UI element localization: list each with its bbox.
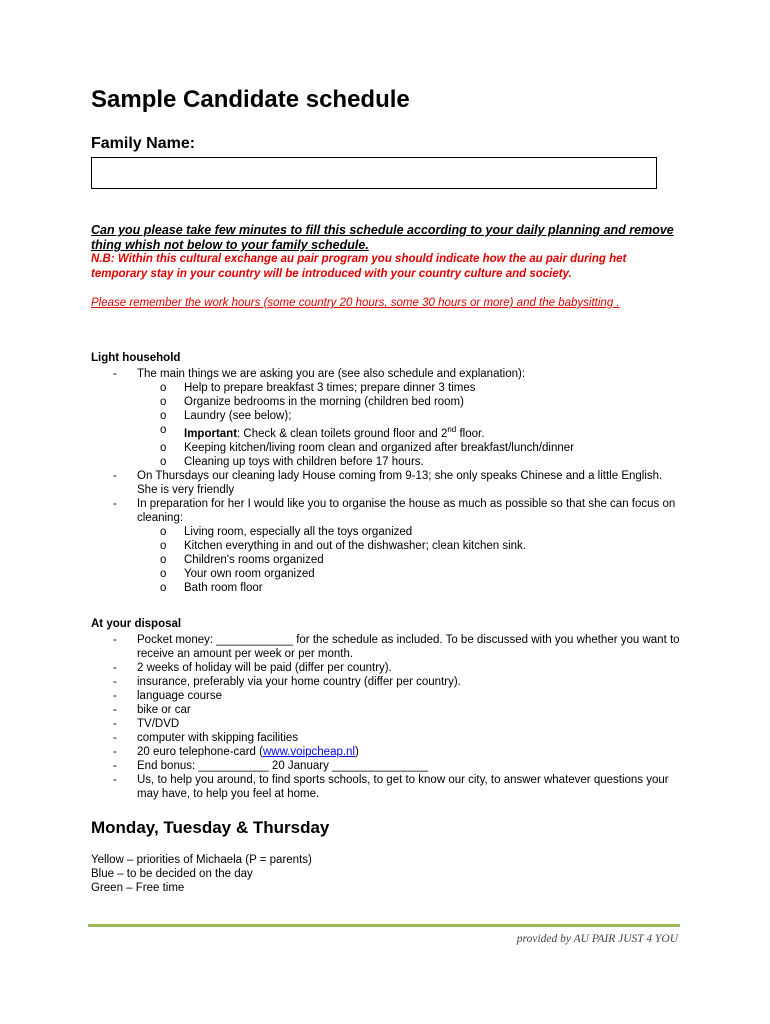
- list-item: - language course: [113, 690, 223, 702]
- sub-list-item: o Your own room organized: [160, 567, 315, 580]
- disposal-title: At your disposal: [91, 618, 182, 630]
- list-item: - 2 weeks of holiday will be paid (differ per country).: [113, 662, 392, 674]
- list-item-text: 20 euro telephone-card (: [137, 746, 263, 758]
- list-item: - TV/DVD: [113, 718, 180, 730]
- schedule-title: Monday, Tuesday & Thursday: [91, 818, 330, 837]
- legend-blue: Blue – to be decided on the day: [91, 868, 253, 880]
- list-item: - The main things we are asking you are (see also schedule and explanation): o Help to prepare breakfast 3 times; prepare dinner 3 times o Organize bedrooms in the morning (children bed room) o Laundry (see below); o Important: Check & clean toilets ground floor and 2nd floor. o Keeping kitchen/living room clean and organized after breakfast/lunch/dinner o Cleaning up toys with children before 17 hours.: [91, 367, 681, 469]
- sub-item-text: Keeping kitchen/living room clean and organized after breakfast/lunch/dinner: [184, 441, 574, 454]
- list-item-text: ): [355, 746, 359, 758]
- list-item-text: On Thursdays our cleaning lady House coming from 9-13; she only speaks Chinese and a little English. She is very friendly: [137, 469, 663, 496]
- superscript: nd: [447, 425, 457, 434]
- important-label: Important: [184, 427, 238, 440]
- list-item: - End bonus: ___________ 20 January _______________: [113, 760, 428, 772]
- sub-item-text: Living room, especially all the toys organized: [184, 525, 413, 538]
- legend-yellow: Yellow – priorities of Michaela (P = parents): [91, 854, 312, 866]
- sub-list-item: o Cleaning up toys with children before 17 hours.: [160, 455, 424, 468]
- list-item-text: TV/DVD: [137, 718, 180, 730]
- sub-item-text: Help to prepare breakfast 3 times; prepare dinner 3 times: [184, 382, 476, 394]
- list-item-text: insurance, preferably via your home country (differ per country).: [137, 676, 461, 688]
- sub-item-text: Bath room floor: [184, 581, 263, 594]
- list-item: - 20 euro telephone-card (www.voipcheap.nl): [113, 746, 359, 758]
- family-name-label: Family Name:: [91, 135, 196, 152]
- sub-list-item: o Laundry (see below);: [160, 410, 292, 422]
- list-item-text: language course: [137, 690, 223, 702]
- list-item: - In preparation for her I would like you to organise the house as much as possible so that she can focus on cleaning: o Living room, especially all the toys organized o Kitchen everything in and out of the dishwasher; clean kitchen sink. o Children's rooms organized o Your own room organized o Bath room floor: [91, 497, 681, 595]
- sub-list-item: o Keeping kitchen/living room clean and organized after breakfast/lunch/dinner: [160, 441, 574, 454]
- list-item: - Us, to help you around, to find sports schools, to get to know our city, to answer whatever questions your may have, to help you feel at home.: [113, 774, 669, 800]
- footer-credit: provided by AU PAIR JUST 4 YOU: [516, 933, 678, 945]
- list-item-text: bike or car: [137, 704, 191, 716]
- list-item: - bike or car: [113, 704, 191, 716]
- color-legend: [91, 853, 312, 895]
- sub-item-text: Cleaning up toys with children before 17 hours.: [184, 455, 424, 468]
- list-item: - On Thursdays our cleaning lady House coming from 9-13; she only speaks Chinese and a little English. She is very friendly: [113, 469, 663, 496]
- sub-list: [137, 381, 681, 469]
- sub-list-item: o Children's rooms organized: [160, 553, 324, 566]
- sub-list: [137, 525, 681, 595]
- sub-item-text: Your own room organized: [184, 567, 315, 580]
- sub-item-text: Organize bedrooms in the morning (children bed room): [184, 396, 464, 408]
- nb-note: N.B: Within this cultural exchange au pair program you should indicate how the au pair during het temporary stay in your country will be introduced with your country culture and society.: [91, 253, 627, 280]
- work-hours-note: Please remember the work hours (some country 20 hours, some 30 hours or more) and the babysitting .: [91, 297, 620, 309]
- list-item-text: End bonus: ___________ 20 January _______________: [137, 760, 428, 772]
- sub-list-item: o Important: Check & clean toilets ground floor and 2nd floor.: [160, 424, 485, 440]
- disposal-list: [91, 633, 681, 801]
- list-item-text: Pocket money: ____________ for the schedule as included. To be discussed with you whether you want to receive an amount per week or per month.: [137, 634, 680, 660]
- list-item-text: In preparation for her I would like you to organise the house as much as possible so that she can focus on cleaning:: [137, 497, 676, 524]
- sub-list-item: o Help to prepare breakfast 3 times; prepare dinner 3 times: [160, 382, 476, 394]
- sub-item-text: Kitchen everything in and out of the dishwasher; clean kitchen sink.: [184, 539, 527, 552]
- list-item-text: computer with skipping facilities: [137, 732, 299, 744]
- sub-list-item: o Bath room floor: [160, 581, 263, 594]
- list-item-text: 2 weeks of holiday will be paid (differ per country).: [137, 662, 392, 674]
- voipcheap-link[interactable]: www.voipcheap.nl: [262, 746, 356, 758]
- sub-list-item: o Living room, especially all the toys organized: [160, 525, 413, 538]
- list-item-text: Us, to help you around, to find sports schools, to get to know our city, to answer whatever questions your may have, to help you feel at home.: [137, 774, 669, 800]
- sub-list-item: o Kitchen everything in and out of the dishwasher; clean kitchen sink.: [160, 539, 527, 552]
- sub-item-text: floor.: [456, 427, 485, 440]
- family-name-field[interactable]: [91, 157, 657, 189]
- intro-text: Can you please take few minutes to fill this schedule according to your daily planning and remove thing whish not below to your family schedule.: [91, 223, 674, 252]
- sub-list-item: o Organize bedrooms in the morning (children bed room): [160, 396, 464, 408]
- footer-divider: [88, 924, 680, 927]
- sub-item-text: : Check & clean toilets ground floor and 2: [237, 427, 448, 440]
- list-item: - computer with skipping facilities: [113, 732, 299, 744]
- list-item: - insurance, preferably via your home country (differ per country).: [113, 676, 461, 688]
- light-household-title: Light household: [91, 352, 181, 364]
- page-title: Sample Candidate schedule: [91, 86, 410, 113]
- sub-item-text: Laundry (see below);: [184, 410, 292, 422]
- legend-green: Green – Free time: [91, 882, 185, 894]
- light-household-list: [91, 367, 681, 595]
- list-item: - Pocket money: ____________ for the schedule as included. To be discussed with you whether you want to receive an amount per week or per month.: [113, 634, 680, 660]
- sub-item-text: Children's rooms organized: [184, 553, 324, 566]
- list-item-text: The main things we are asking you are (see also schedule and explanation):: [137, 368, 526, 380]
